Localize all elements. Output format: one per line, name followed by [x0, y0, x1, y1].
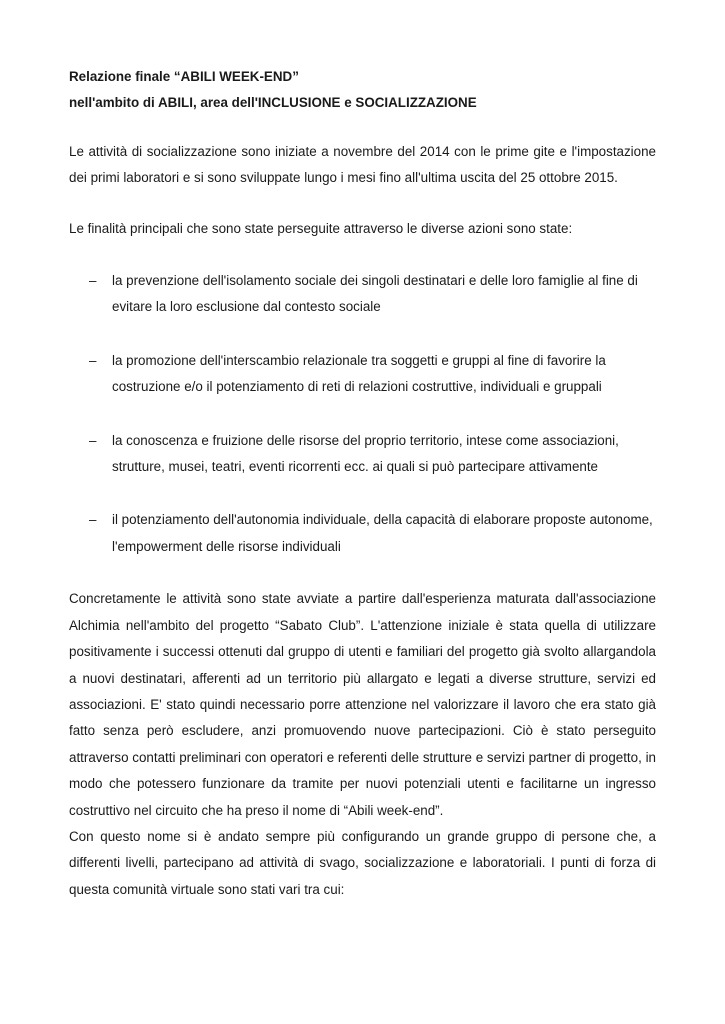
lead-paragraph: Le finalità principali che sono state perseguite attraverso le diverse azioni sono state: [69, 220, 573, 236]
body-paragraph-1: Concretamente le attività sono state avviate a partire dall'esperienza maturata dall'associazione Alchimia nell'ambito del progetto “Sabato Club”. L'attenzione iniziale è stata quella di utilizzare positivamente i successi ottenuti dal gruppo di utenti e familiari del progetto già svolto allargandola a nuovi destinatari, afferenti ad un territorio più allargato e legati a diverse strutture, servizi ed associazioni. E' stato quindi necessario porre attenzione nel valorizzare il lavoro che era stato già fatto senza però escludere, anzi promuovendo nuove partecipazioni. Ciò è stato perseguito attraverso contatti preliminari con operatori e referenti delle strutture e servizi partner di progetto, in modo che potessero funzionare da tramite per nuovi potenziali utenti e facilitarne un ingresso costruttivo nel circuito che ha preso il nome di “Abili week-end”. [69, 591, 656, 818]
document-subtitle: nell'ambito di ABILI, area dell'INCLUSIONE e SOCIALIZZAZIONE [69, 95, 477, 111]
dash-marker: – [89, 352, 97, 368]
list-item-text: la promozione dell'interscambio relazionale tra soggetti e gruppi al fine di favorire la costruzione e/o il potenziamento di reti di relazioni costruttive, individuali e gruppali [112, 352, 606, 395]
objectives-list [69, 268, 656, 560]
dash-marker: – [89, 273, 97, 289]
dash-marker: – [89, 512, 97, 528]
list-item [69, 348, 656, 401]
list-item [69, 507, 656, 560]
dash-marker: – [89, 432, 97, 448]
list-item-text: la prevenzione dell'isolamento sociale dei singoli destinatari e delle loro famiglie al fine di evitare la loro esclusione dal contesto sociale [112, 273, 638, 315]
intro-paragraph: Le attività di socializzazione sono iniziate a novembre del 2014 con le prime gite e l'impostazione dei primi laboratori e si sono sviluppate lungo i mesi fino all'ultima uscita del 25 ottobre 2015. [69, 143, 656, 186]
document-title: Relazione finale “ABILI WEEK-END” [69, 69, 299, 84]
body-paragraph-2: Con questo nome si è andato sempre più configurando un grande gruppo di persone che, a differenti livelli, partecipano ad attività di svago, socializzazione e laboratoriali. I punti di forza di questa comunità virtuale sono stati vari tra cui: [69, 828, 656, 897]
document-body [69, 64, 656, 903]
list-item-text: il potenziamento dell'autonomia individuale, della capacità di elaborare proposte autonome, l'empowerment delle risorse individuali [112, 512, 653, 554]
list-item-text: la conoscenza e fruizione delle risorse del proprio territorio, intese come associazioni, strutture, musei, teatri, eventi ricorrenti ecc. ai quali si può partecipare attivamente [112, 432, 619, 475]
list-item [69, 268, 656, 321]
list-item [69, 428, 656, 481]
